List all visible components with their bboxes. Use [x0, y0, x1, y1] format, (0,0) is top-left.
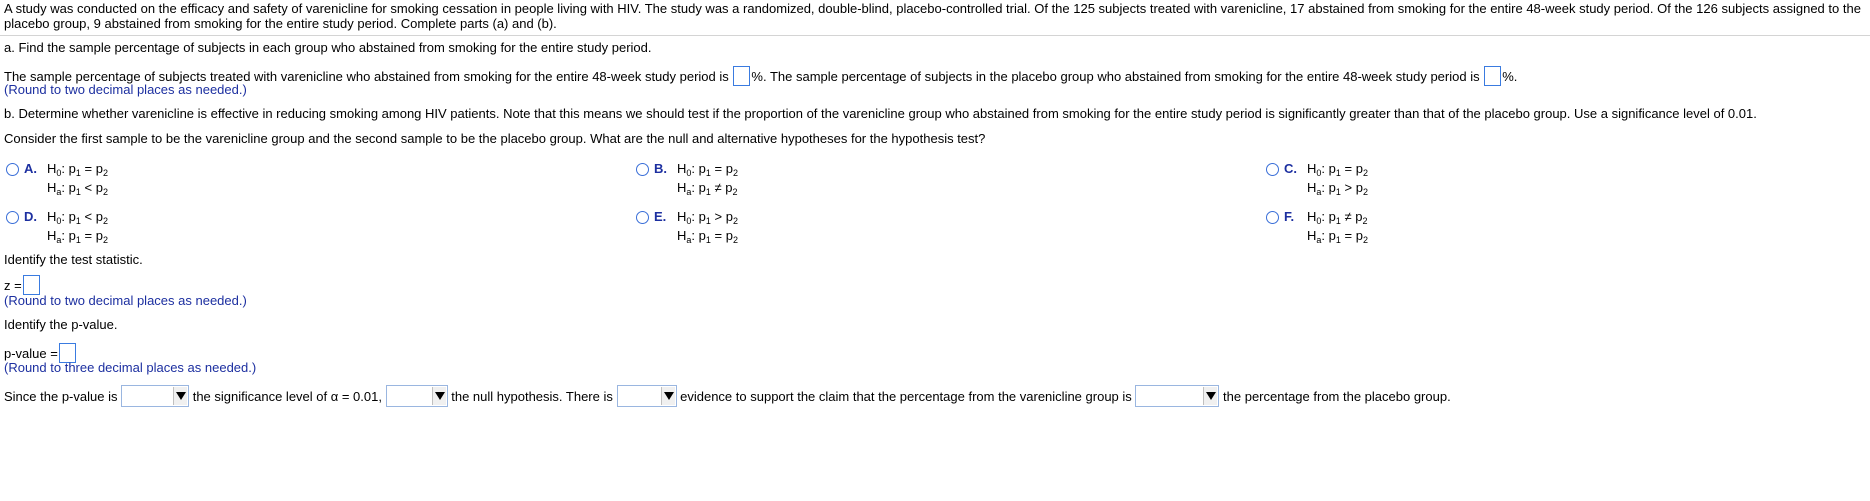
- option-letter: E.: [654, 209, 667, 224]
- varenicline-percentage-input[interactable]: [733, 66, 750, 86]
- p-value-prompt: Identify the p-value.: [4, 317, 118, 332]
- option-letter: B.: [654, 161, 667, 176]
- part-a-text-2: %. The sample percentage of subjects in the placebo group who abstained from smoking for the entire 48-week study period is: [751, 69, 1480, 84]
- conclusion-text-1: Since the p-value is: [4, 389, 118, 404]
- placebo-percentage-input[interactable]: [1484, 66, 1501, 86]
- conclusion-row: [4, 385, 1451, 408]
- z-input[interactable]: [23, 275, 40, 295]
- p-value-round-hint: (Round to three decimal places as needed.): [4, 360, 257, 375]
- conclusion-text-5: the percentage from the placebo group.: [1223, 389, 1451, 404]
- conclusion-text-2: the significance level of α = 0.01,: [192, 389, 382, 404]
- conclusion-text-3: the null hypothesis. There is: [451, 389, 613, 404]
- hypothesis-option[interactable]: [634, 160, 1194, 202]
- pvalue-comparison-dropdown[interactable]: [121, 385, 189, 407]
- comparison-dropdown[interactable]: [1135, 385, 1219, 407]
- null-hypothesis: $H_0$: $p_1 < p_2$: [47, 209, 108, 226]
- dropdown-arrow-icon: [661, 387, 675, 405]
- null-hypothesis: $H_0$: $p_1 = p_2$: [47, 161, 108, 178]
- radio-button[interactable]: [636, 163, 649, 176]
- conclusion-text-4: evidence to support the claim that the percentage from the varenicline group is: [680, 389, 1132, 404]
- alternative-hypothesis: $H_a$: $p_1 > p_2$: [1307, 180, 1368, 197]
- alternative-hypothesis: $H_a$: $p_1 \ne p_2$: [677, 180, 738, 197]
- alternative-hypothesis: $H_a$: $p_1 < p_2$: [47, 180, 108, 197]
- radio-button[interactable]: [1266, 211, 1279, 224]
- hypothesis-option[interactable]: [4, 208, 564, 250]
- hypothesis-option[interactable]: [1264, 208, 1824, 250]
- z-round-hint: (Round to two decimal places as needed.): [4, 293, 247, 308]
- alternative-hypothesis: $H_a$: $p_1 = p_2$: [47, 228, 108, 245]
- part-a-text-end: %.: [1502, 69, 1518, 84]
- radio-button[interactable]: [6, 211, 19, 224]
- problem-intro-line-2: placebo group, 9 abstained from smoking for the entire study period. Complete parts (a) and (b).: [4, 16, 557, 31]
- hypothesis-decision-dropdown[interactable]: [386, 385, 448, 407]
- test-statistic-prompt: Identify the test statistic.: [4, 252, 143, 267]
- part-a-prompt: a. Find the sample percentage of subjects in each group who abstained from smoking for the entire study period.: [4, 40, 652, 55]
- evidence-dropdown[interactable]: [617, 385, 677, 407]
- z-label: z =: [4, 278, 22, 293]
- radio-button[interactable]: [636, 211, 649, 224]
- null-hypothesis: $H_0$: $p_1 = p_2$: [677, 161, 738, 178]
- part-a-text-1: The sample percentage of subjects treated with varenicline who abstained from smoking for the entire 48-week study period is: [4, 69, 729, 84]
- null-hypothesis: $H_0$: $p_1 \ne p_2$: [1307, 209, 1368, 226]
- option-letter: F.: [1284, 209, 1295, 224]
- hypotheses-prompt: Consider the first sample to be the varenicline group and the second sample to be the placebo group. What are the null and alternative hypotheses for the hypothesis test?: [4, 131, 986, 146]
- radio-button[interactable]: [1266, 163, 1279, 176]
- divider: [0, 35, 1870, 36]
- problem-intro-line-1: A study was conducted on the efficacy and safety of varenicline for smoking cessation in people living with HIV. The study was a randomized, double-blind, placebo-controlled trial. Of the 125 subjects treated with varenicline, 17 abstained from smoking for the entire 48-week study period. Of the 126 subjects assigned to the: [4, 1, 1861, 16]
- option-letter: C.: [1284, 161, 1297, 176]
- option-letter: D.: [24, 209, 37, 224]
- part-b-prompt: b. Determine whether varenicline is effective in reducing smoking among HIV patients. Note that this means we should test if the proportion of the varenicline group who abstained from smoking for the entire study period is significantly greater than that of the placebo group. Use a significance level of 0.01.: [4, 106, 1757, 121]
- null-hypothesis: $H_0$: $p_1 = p_2$: [1307, 161, 1368, 178]
- hypothesis-option[interactable]: [634, 208, 1194, 250]
- hypothesis-option[interactable]: [4, 160, 564, 202]
- option-letter: A.: [24, 161, 37, 176]
- alternative-hypothesis: $H_a$: $p_1 = p_2$: [1307, 228, 1368, 245]
- part-a-round-hint: (Round to two decimal places as needed.): [4, 82, 247, 97]
- hypothesis-option[interactable]: [1264, 160, 1824, 202]
- p-value-label: p-value =: [4, 346, 58, 361]
- dropdown-arrow-icon: [1203, 387, 1217, 405]
- null-hypothesis: $H_0$: $p_1 > p_2$: [677, 209, 738, 226]
- alternative-hypothesis: $H_a$: $p_1 = p_2$: [677, 228, 738, 245]
- dropdown-arrow-icon: [432, 387, 446, 405]
- dropdown-arrow-icon: [173, 387, 187, 405]
- radio-button[interactable]: [6, 163, 19, 176]
